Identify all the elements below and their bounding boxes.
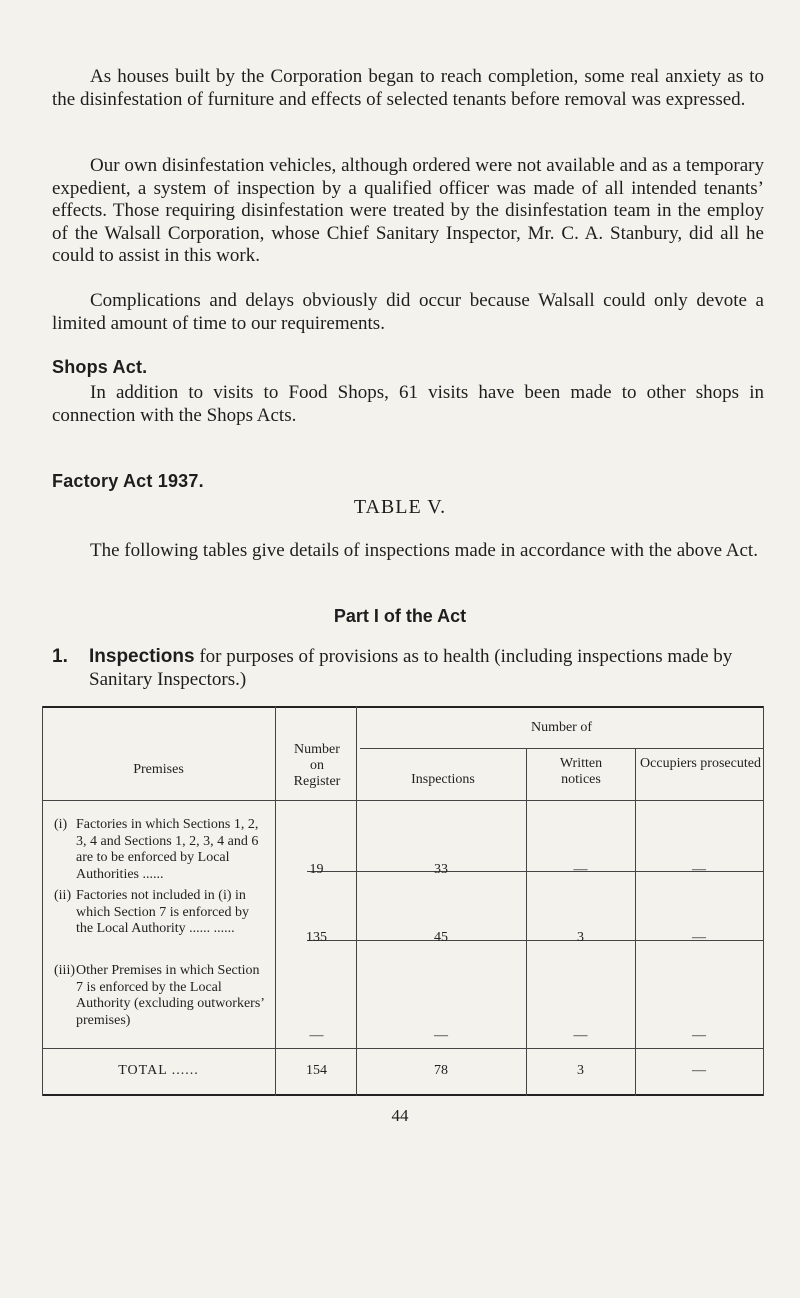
total-register: 154 xyxy=(306,1063,327,1078)
inspections-item xyxy=(52,645,764,691)
paragraph-shops-visits: In addition to visits to Food Shops, 61 visits have been made to other shops in connection with the Shops Acts. xyxy=(52,382,764,426)
row-iii-written: — xyxy=(573,1028,588,1043)
row-i-prosecuted: — xyxy=(692,862,706,877)
table-right-border xyxy=(763,706,764,960)
row-label-ii: (ii) Factories not included in (i) in which Section 7 is enforced by the Local Authority ...... ...... xyxy=(54,888,250,936)
paragraph-table-intro: The following tables give details of inspections made in accordance with the above Act. xyxy=(90,540,758,561)
number-of-underline xyxy=(360,748,763,749)
row-ii-prosecuted: — xyxy=(692,930,706,945)
col-sep-3 xyxy=(526,748,527,960)
row-i-inspections: 33 xyxy=(434,862,448,877)
row-ii-written: 3 xyxy=(577,930,584,945)
col-sep-1 xyxy=(275,706,276,960)
row-iii-inspections: — xyxy=(434,1028,448,1043)
row-ii-inspections: 45 xyxy=(434,930,448,945)
item-number: 1. xyxy=(52,646,68,667)
table-top-rule xyxy=(42,706,764,708)
header-register: Number on Register xyxy=(293,742,341,789)
table-title: TABLE V. xyxy=(353,496,447,518)
part-title: Part I of the Act xyxy=(333,606,467,626)
paragraph-houses-completion: As houses built by the Corporation began to reach completion, some real anxiety as to the disinfestation of furniture and effects of selected tenants before removal was expressed. xyxy=(52,66,764,110)
row-iii-prosecuted: — xyxy=(692,1028,706,1043)
paragraph-disinfestation-vehicles: Our own disinfestation vehicles, although ordered were not available and as a temporary expedient, a system of inspection by a qualified officer was made of all intended tenants’ effects. Those requiring disinfestation were treated by the disinfestation team in the employ of the Walsall Corporation, whose Chief Sanitary Inspector, Mr. C. A. Stanbury, did all he could to assist in this work. xyxy=(52,155,764,266)
header-bottom-line xyxy=(42,800,764,801)
row-label-iii: (iii) Other Premises in which Section 7 is enforced by the Local Authority (excluding outworkers’ premises) xyxy=(54,963,264,1028)
item-lead: Inspections xyxy=(89,646,195,667)
factory-act-heading: Factory Act 1937. xyxy=(52,471,204,491)
header-written-notices: Written notices xyxy=(559,756,603,787)
row-i-register: 19 xyxy=(309,862,324,877)
row-i-written: — xyxy=(573,862,588,877)
total-inspections: 78 xyxy=(434,1063,448,1078)
header-occupiers-prosecuted: Occupiers prosecuted xyxy=(640,756,761,771)
total-label: TOTAL ...... xyxy=(118,1063,199,1078)
row-ii-register: 135 xyxy=(306,930,327,945)
col-sep-4 xyxy=(635,748,636,960)
col-sep-2 xyxy=(356,706,357,960)
page-number: 44 xyxy=(391,1106,409,1125)
total-written: 3 xyxy=(577,1063,584,1078)
paragraph-complications: Complications and delays obviously did occur because Walsall could only devote a limited amount of time to our requirements. xyxy=(52,290,764,334)
header-inspections: Inspections xyxy=(411,772,475,787)
total-prosecuted: — xyxy=(692,1063,706,1078)
table-left-border xyxy=(42,706,43,960)
row-iii-register: — xyxy=(309,1028,324,1043)
item-text: for purposes of provisions as to health (including inspections made by Sanitary Inspectors.) xyxy=(89,646,733,690)
shops-act-heading: Shops Act. xyxy=(52,357,148,377)
header-number-of: Number of xyxy=(530,720,593,735)
row-label-i: (i) Factories in which Sections 1, 2, 3, 4 and Sections 1, 2, 3, 4 and 6 are to be enforced by Local Authorities ...... xyxy=(54,817,259,882)
header-premises: Premises xyxy=(133,762,184,777)
